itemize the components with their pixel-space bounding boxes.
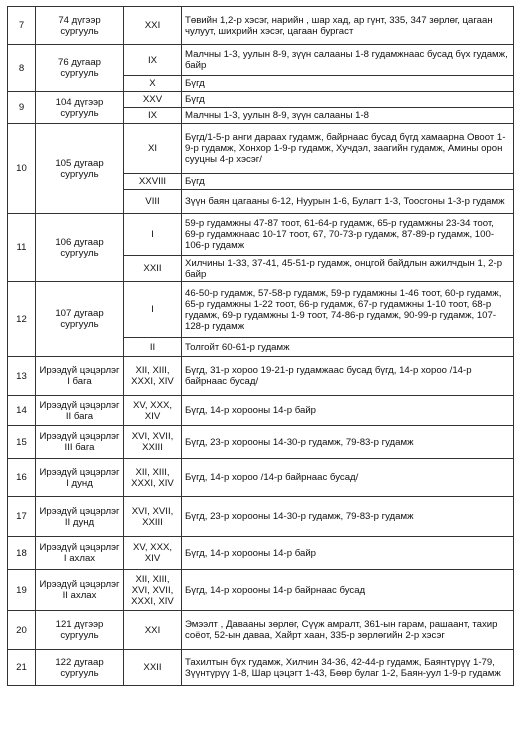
school-name: 107 дугаар сургууль xyxy=(36,282,124,357)
grade-cell: IX xyxy=(124,45,182,76)
school-name: Ирээдүй цэцэрлэг II бага xyxy=(36,396,124,426)
area-cell: Бүгд/1-5-р анги дараах гудамж, байрнаас бусад бүгд хамаарна Овоот 1-9-р гудамж, Хонхор 1-9-р гудамж, Хучдэл, заагийн гудамж, Амины орон сууцны 4-р хэсэг/ xyxy=(182,124,514,174)
table-row xyxy=(8,570,514,611)
area-cell: Бүгд, 14-р хороо /14-р байрнаас бусад/ xyxy=(182,459,514,497)
grade-cell: XII, XIII, XXXI, XIV xyxy=(124,357,182,396)
school-name: Ирээдүй цэцэрлэг I ахлах xyxy=(36,537,124,570)
table-row xyxy=(8,45,514,76)
table-row xyxy=(8,459,514,497)
row-number: 21 xyxy=(8,650,36,686)
area-cell: Хилчины 1-33, 37-41, 45-51-р гудамж, онцгой байдлын ажилчдын 1, 2-р байр xyxy=(182,256,514,282)
grade-cell: XV, XXX, XIV xyxy=(124,396,182,426)
table-row xyxy=(8,611,514,650)
row-number: 16 xyxy=(8,459,36,497)
row-number: 8 xyxy=(8,45,36,92)
grade-cell: XVI, XVII, XXIII xyxy=(124,426,182,459)
grade-cell: VIII xyxy=(124,190,182,214)
table-row xyxy=(8,7,514,45)
area-cell: Эмээлт , Давааны зөрлөг, Сүүж амралт, 361-ын гарам, рашаант, тахир соёот, 52-ын даваа, Хайрт хаан, 335-р зөрлөгийн 2-р хэсэг xyxy=(182,611,514,650)
area-cell: Малчны 1-3, уулын 8-9, зүүн салааны 1-8 гудамжнаас бусад бүх гудамж, байр xyxy=(182,45,514,76)
grade-cell: I xyxy=(124,282,182,338)
school-name: 104 дүгээр сургууль xyxy=(36,92,124,124)
grade-cell: XXII xyxy=(124,256,182,282)
school-name: Ирээдүй цэцэрлэг II ахлах xyxy=(36,570,124,611)
grade-cell: XXI xyxy=(124,611,182,650)
table-row xyxy=(8,426,514,459)
table-row xyxy=(8,282,514,338)
area-cell: Бүгд, 14-р хорооны 14-р байрнаас бусад xyxy=(182,570,514,611)
table-row xyxy=(8,357,514,396)
grade-cell: XV, XXX, XIV xyxy=(124,537,182,570)
table-row xyxy=(8,650,514,686)
area-cell: Тахилтын бүх гудамж, Хилчин 34-36, 42-44-р гудамж, Баянтүрүү 1-79, Зүүнтүрүү 1-8, Шар цэцэгт 1-43, Бөөр булаг 1-2, Баян-уул 1-9-р гудамж xyxy=(182,650,514,686)
area-cell: Бүгд, 23-р хорооны 14-30-р гудамж, 79-83-р гудамж xyxy=(182,497,514,537)
area-cell: Зүүн баян цагааны 6-12, Нуурын 1-6, Булагт 1-3, Тоосгоны 1-3-р гудамж xyxy=(182,190,514,214)
row-number: 13 xyxy=(8,357,36,396)
row-number: 11 xyxy=(8,214,36,282)
row-number: 18 xyxy=(8,537,36,570)
grade-cell: X xyxy=(124,76,182,92)
grade-cell: XXII xyxy=(124,650,182,686)
school-name: Ирээдүй цэцэрлэг I бага xyxy=(36,357,124,396)
area-cell: Бүгд xyxy=(182,76,514,92)
area-cell: Малчны 1-3, уулын 8-9, зүүн салааны 1-8 xyxy=(182,108,514,124)
table-row xyxy=(8,537,514,570)
grade-cell: XXI xyxy=(124,7,182,45)
district-table xyxy=(7,6,514,686)
table-row xyxy=(8,497,514,537)
row-number: 7 xyxy=(8,7,36,45)
row-number: 10 xyxy=(8,124,36,214)
grade-cell: I xyxy=(124,214,182,256)
row-number: 15 xyxy=(8,426,36,459)
row-number: 9 xyxy=(8,92,36,124)
grade-cell: XVI, XVII, XXIII xyxy=(124,497,182,537)
school-name: Ирээдүй цэцэрлэг II дунд xyxy=(36,497,124,537)
grade-cell: XXVIII xyxy=(124,174,182,190)
area-cell: Толгойт 60-61-р гудамж xyxy=(182,338,514,357)
table-row xyxy=(8,396,514,426)
school-name: 121 дүгээр сургууль xyxy=(36,611,124,650)
grade-cell: XXV xyxy=(124,92,182,108)
area-cell: Төвийн 1,2-р хэсэг, нарийн , шар хад, ар гүнт, 335, 347 зөрлөг, цагаан чулуут, шихрийн хэсэг, цагаан бургаст xyxy=(182,7,514,45)
school-name: 74 дүгээр сургууль xyxy=(36,7,124,45)
school-name: 105 дугаар сургууль xyxy=(36,124,124,214)
table-row xyxy=(8,92,514,108)
grade-cell: XII, XIII, XXXI, XIV xyxy=(124,459,182,497)
school-name: Ирээдүй цэцэрлэг III бага xyxy=(36,426,124,459)
document-sheet xyxy=(7,6,513,686)
area-cell: Бүгд xyxy=(182,92,514,108)
row-number: 17 xyxy=(8,497,36,537)
row-number: 14 xyxy=(8,396,36,426)
grade-cell: II xyxy=(124,338,182,357)
grade-cell: IX xyxy=(124,108,182,124)
area-cell: Бүгд, 14-р хорооны 14-р байр xyxy=(182,537,514,570)
row-number: 19 xyxy=(8,570,36,611)
school-name: 106 дугаар сургууль xyxy=(36,214,124,282)
area-cell: Бүгд, 31-р хороо 19-21-р гудамжаас бусад бүгд, 14-р хороо /14-р байрнаас бусад/ xyxy=(182,357,514,396)
area-cell: Бүгд, 23-р хорооны 14-30-р гудамж, 79-83-р гудамж xyxy=(182,426,514,459)
table-row xyxy=(8,124,514,174)
grade-cell: XII, XIII, XVI, XVII, XXXI, XIV xyxy=(124,570,182,611)
school-name: 122 дугаар сургууль xyxy=(36,650,124,686)
row-number: 20 xyxy=(8,611,36,650)
area-cell: Бүгд xyxy=(182,174,514,190)
school-name: 76 дугаар сургууль xyxy=(36,45,124,92)
row-number: 12 xyxy=(8,282,36,357)
grade-cell: XI xyxy=(124,124,182,174)
school-name: Ирээдүй цэцэрлэг I дунд xyxy=(36,459,124,497)
area-cell: 46-50-р гудамж, 57-58-р гудамж, 59-р гудамжны 1-46 тоот, 60-р гудамж, 65-р гудамжны 1-22 тоот, 66-р гудамж, 67-р гудамжны 1-10 тоот, 68-р гудамж, 69-р гудамжны 1-9 тоот, 74-86-р гудамж, 90-99-р гудамж, 107-128-р гудамж xyxy=(182,282,514,338)
table-row xyxy=(8,214,514,256)
area-cell: 59-р гудамжны 47-87 тоот, 61-64-р гудамж, 65-р гудамжны 23-34 тоот, 69-р гудамжнаас 10-17 тоот, 67, 70-73-р гудамж, 87-89-р гудамж, 100-106-р гудамж xyxy=(182,214,514,256)
area-cell: Бүгд, 14-р хорооны 14-р байр xyxy=(182,396,514,426)
